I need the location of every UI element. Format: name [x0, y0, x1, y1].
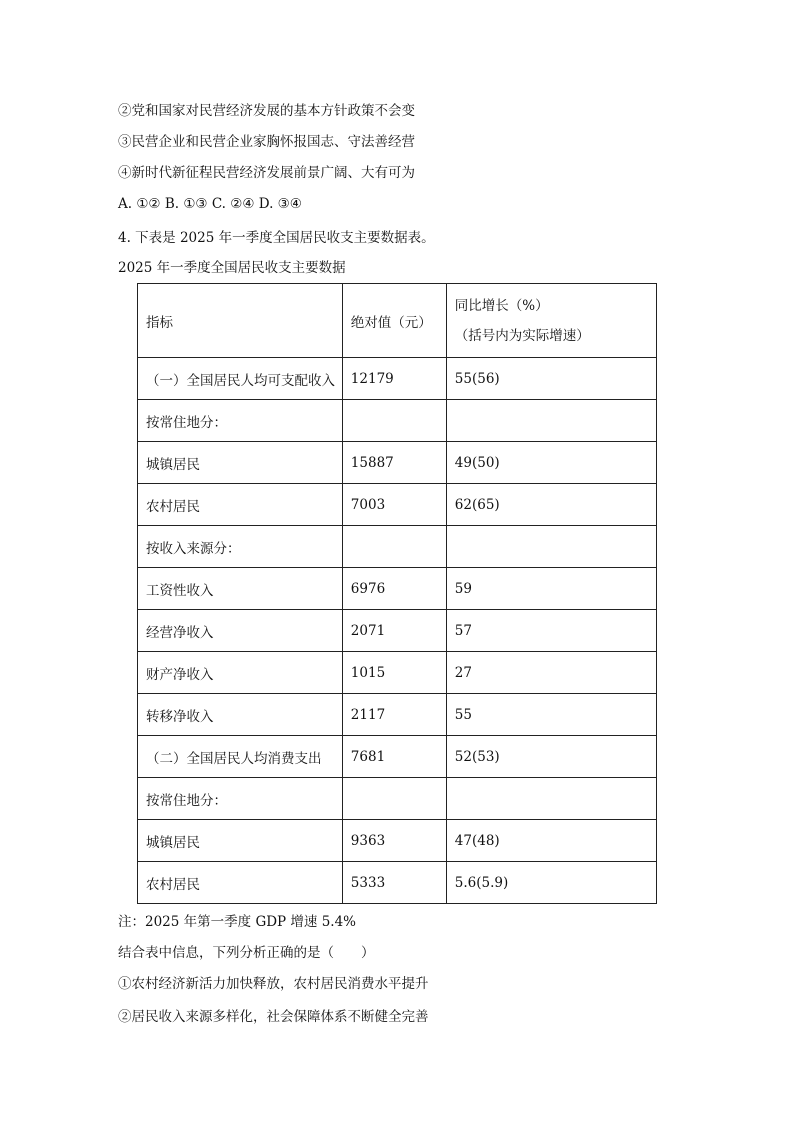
row-absolute-value: 1015 [342, 652, 446, 694]
header-growth-note: （括号内为实际增速） [454, 327, 590, 344]
row-absolute-value: 7681 [342, 736, 446, 778]
row-growth: 59 [446, 568, 656, 610]
row-growth: 5.6(5.9) [446, 862, 656, 904]
header-indicator: 指标 [138, 284, 343, 358]
row-indicator: 城镇居民 [138, 442, 343, 484]
header-growth-title: 同比增长（%） [454, 297, 549, 314]
row-absolute-value [342, 526, 446, 568]
header-growth [446, 284, 656, 358]
table-row [138, 694, 657, 736]
row-growth: 52(53) [446, 736, 656, 778]
table-row [138, 610, 657, 652]
table-row [138, 820, 657, 862]
row-absolute-value: 2071 [342, 610, 446, 652]
option-statement-4: ④新时代新征程民营经济发展前景广阔、大有可为 [118, 165, 415, 181]
header-absolute-value: 绝对值（元） [342, 284, 446, 358]
row-growth: 55 [446, 694, 656, 736]
table-row [138, 736, 657, 778]
option-statement-2-b: ②居民收入来源多样化，社会保障体系不断健全完善 [118, 1009, 429, 1025]
table-row [138, 400, 657, 442]
table-row [138, 358, 657, 400]
option-statement-1: ①农村经济新活力加快释放，农村居民消费水平提升 [118, 976, 429, 992]
income-expenditure-table [137, 283, 657, 904]
row-absolute-value: 2117 [342, 694, 446, 736]
table-note: 注：2025 年第一季度 GDP 增速 5.4% [118, 914, 357, 930]
row-growth [446, 526, 656, 568]
row-absolute-value [342, 778, 446, 820]
row-indicator: 经营净收入 [138, 610, 343, 652]
option-statement-3: ③民营企业和民营企业家胸怀报国志、守法善经营 [118, 134, 415, 150]
row-absolute-value: 12179 [342, 358, 446, 400]
question-prompt: 结合表中信息，下列分析正确的是（ ） [118, 945, 375, 961]
table-row [138, 652, 657, 694]
row-growth: 57 [446, 610, 656, 652]
table-header-row [138, 284, 657, 358]
row-absolute-value: 5333 [342, 862, 446, 904]
row-growth: 62(65) [446, 484, 656, 526]
table-row [138, 484, 657, 526]
row-absolute-value: 15887 [342, 442, 446, 484]
row-growth [446, 778, 656, 820]
table-caption: 2025 年一季度全国居民收支主要数据 [118, 260, 346, 276]
row-indicator: （一）全国居民人均可支配收入 [138, 358, 343, 400]
table-row [138, 526, 657, 568]
row-growth: 49(50) [446, 442, 656, 484]
row-indicator: 按常住地分： [138, 778, 343, 820]
row-indicator: 城镇居民 [138, 820, 343, 862]
row-indicator: 按常住地分： [138, 400, 343, 442]
row-growth: 47(48) [446, 820, 656, 862]
row-absolute-value [342, 400, 446, 442]
row-indicator: 财产净收入 [138, 652, 343, 694]
row-absolute-value: 9363 [342, 820, 446, 862]
row-indicator: 农村居民 [138, 484, 343, 526]
row-indicator: 转移净收入 [138, 694, 343, 736]
row-growth: 27 [446, 652, 656, 694]
row-growth: 55(56) [446, 358, 656, 400]
option-statement-2: ②党和国家对民营经济发展的基本方针政策不会变 [118, 103, 415, 119]
row-indicator: 工资性收入 [138, 568, 343, 610]
table-row [138, 568, 657, 610]
row-growth [446, 400, 656, 442]
table-row [138, 862, 657, 904]
row-indicator: 农村居民 [138, 862, 343, 904]
table-row [138, 778, 657, 820]
row-absolute-value: 6976 [342, 568, 446, 610]
table-row [138, 442, 657, 484]
question-4-stem: 4. 下表是 2025 年一季度全国居民收支主要数据表。 [118, 230, 435, 246]
row-indicator: （二）全国居民人均消费支出 [138, 736, 343, 778]
row-absolute-value: 7003 [342, 484, 446, 526]
row-indicator: 按收入来源分： [138, 526, 343, 568]
answer-choices: A. ①② B. ①③ C. ②④ D. ③④ [118, 196, 302, 212]
